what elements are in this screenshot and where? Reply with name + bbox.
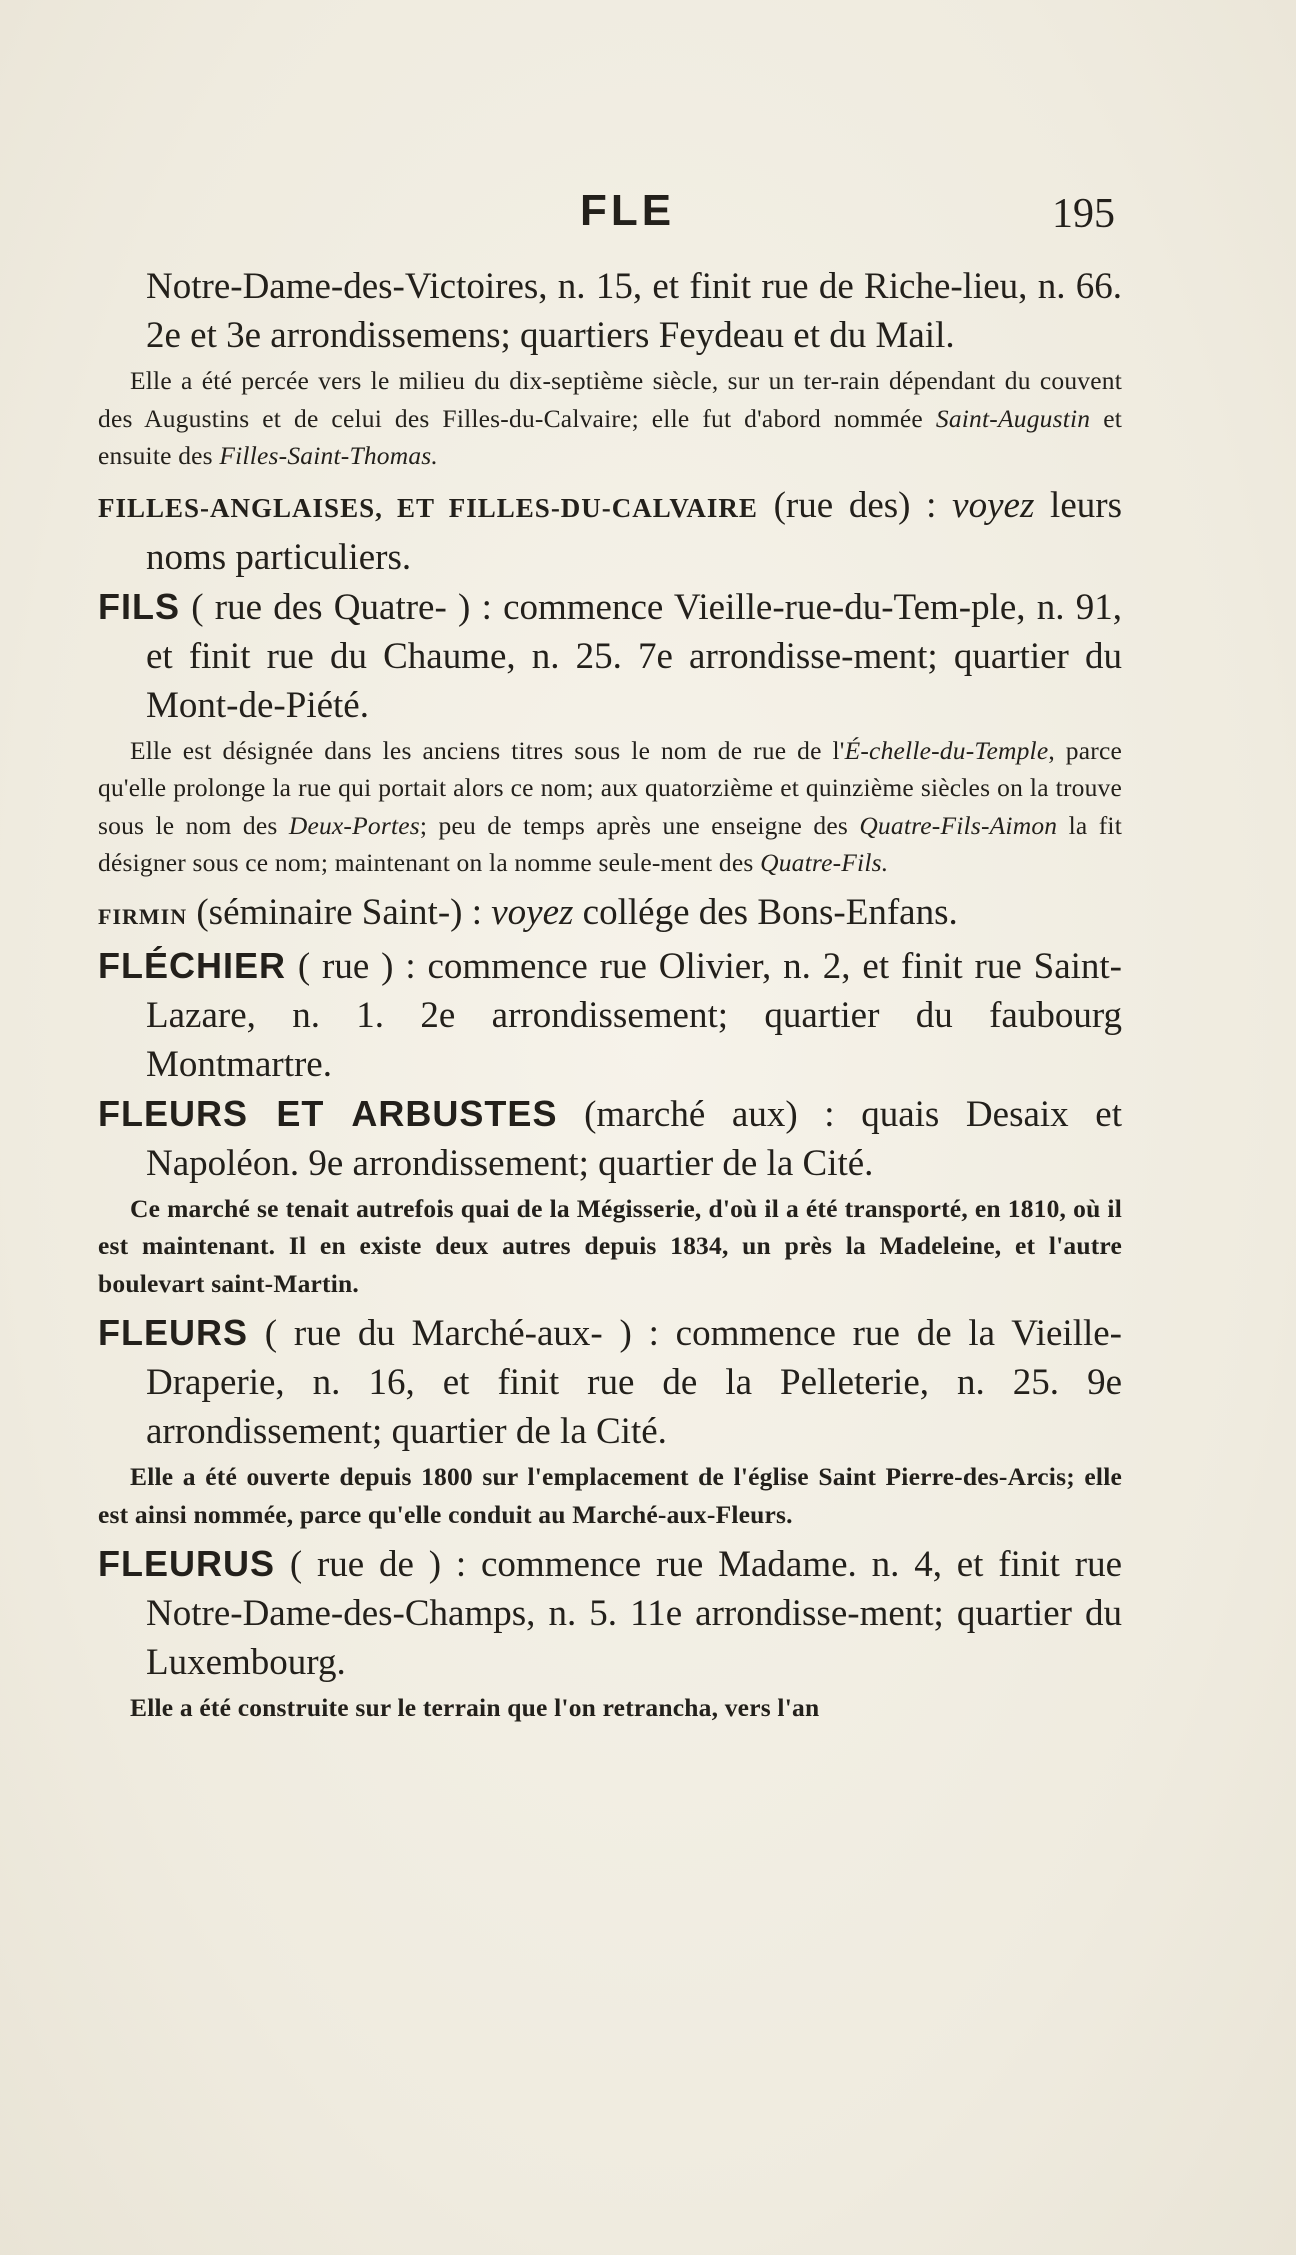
headword: FLEURS	[98, 1312, 248, 1353]
note-text: ; peu de temps après une enseigne des	[419, 810, 860, 840]
entry-text-part: collége des Bons-Enfans.	[573, 891, 958, 933]
entry-text-part: (marché aux) : quais Desaix et Napoléon. 9e arrondissement; quartier de la Cité.	[146, 1093, 1122, 1184]
entry-text	[98, 1539, 1122, 1687]
note-text: , parce qu'elle prolonge la rue qui portait alors ce nom; aux quatorzième et quinzième siècles on la trouve sous le nom des	[98, 735, 1122, 840]
headword: FIRMIN	[98, 903, 188, 929]
voyez-ref: voyez	[491, 891, 574, 933]
note-text: la fit désigner sous ce nom; maintenant on la nomme seule-ment des	[98, 810, 1122, 877]
voyez-ref: voyez	[952, 484, 1035, 526]
headword: FLEURS ET ARBUSTES	[98, 1092, 558, 1134]
note-italic: Filles-Saint-Thomas.	[219, 441, 438, 470]
page-number: 195	[1052, 191, 1115, 237]
entry-continuation	[98, 262, 1122, 475]
entry-text-part: (rue des) :	[757, 484, 953, 526]
entry-note: Ce marché se tenait autrefois quai de la Mégisserie, d'où il a été transporté, en 1810, où il est maintenant. Il en existe deux autres depuis 1834, un près la Madeleine, et l'autre boulevart saint-Martin.	[98, 1193, 1122, 1298]
note-italic: Quatre-Fils.	[760, 848, 889, 877]
page-body	[98, 262, 1122, 1733]
note-text: Elle est désignée dans les anciens titres sous le nom de rue de l'	[130, 735, 845, 765]
headword: FILLES-ANGLAISES, ET FILLES-DU-CALVAIRE	[98, 492, 758, 523]
note-italic: Quatre-Fils-Aimon	[859, 810, 1058, 840]
entry-note	[98, 732, 1122, 882]
headword: FLÉCHIER	[98, 944, 286, 986]
entry-text-part: ( rue ) : commence rue Olivier, n. 2, et finit rue Saint-Lazare, n. 1. 2e arrondissement; quartier du faubourg Montmartre.	[146, 945, 1122, 1085]
entry-note	[98, 362, 1122, 475]
entry-text: Notre-Dame-des-Victoires, n. 15, et finit rue de Riche-lieu, n. 66. 2e et 3e arrondissemens; quartiers Feydeau et du Mail.	[146, 266, 1122, 356]
entry-fleurs-et-arbustes	[98, 1089, 1122, 1303]
entry-flechier	[98, 941, 1122, 1089]
entry-filles-anglaises	[98, 481, 1122, 582]
entry-text-part: ( rue de ) : commence rue Madame. n. 4, et finit rue Notre-Dame-des-Champs, n. 5. 11e arrondisse-ment; quartier du Luxembourg.	[146, 1544, 1122, 1683]
entry-text-part: ( rue du Marché-aux- ) : commence rue de la Vieille-Draperie, n. 16, et finit rue de la Pelleterie, n. 25. 9e arrondissement; quartier de la Cité.	[146, 1313, 1122, 1452]
note-italic: Deux-Portes	[288, 810, 420, 840]
entry-text	[98, 1089, 1122, 1188]
entry-text-part: ( rue des Quatre- ) : commence Vieille-rue-du-Tem-ple, n. 91, et finit rue du Chaume, n. 25. 7e arrondisse-ment; quartier du Mont-de-Piété.	[146, 586, 1122, 726]
note-text: Elle a été percée vers le milieu du dix-septième siècle, sur un ter-rain dépendant du couvent des Augustins et de celui des Filles-du-Calvaire; elle fut d'abord nommée	[98, 366, 1122, 433]
note-italic: É-chelle-du-Temple	[844, 735, 1049, 765]
entry-text	[98, 888, 1122, 941]
entry-text-part: leurs noms particuliers.	[146, 484, 1122, 578]
entry-text-part: (séminaire Saint-) :	[187, 891, 492, 933]
entry-text	[98, 582, 1122, 730]
running-title: FLE	[579, 186, 676, 235]
note-text: et ensuite des	[98, 403, 1123, 470]
entry-text	[98, 481, 1122, 582]
page-header	[140, 186, 1115, 246]
headword: FLEURUS	[98, 1543, 275, 1584]
headword: FILS	[98, 585, 180, 627]
entry-note: Elle a été construite sur le terrain que l'on retrancha, vers l'an	[130, 1693, 820, 1722]
entry-note: Elle a été ouverte depuis 1800 sur l'emplacement de l'église Saint Pierre-des-Arcis; elle est ainsi nommée, parce qu'elle conduit au Marché-aux-Fleurs.	[98, 1462, 1122, 1529]
entry-fleurus	[98, 1539, 1122, 1727]
entry-firmin	[98, 888, 1122, 941]
entry-text	[98, 941, 1122, 1089]
entry-fils	[98, 582, 1122, 882]
note-italic: Saint-Augustin	[935, 403, 1091, 433]
entry-fleurs	[98, 1308, 1122, 1533]
entry-text	[98, 1308, 1122, 1456]
